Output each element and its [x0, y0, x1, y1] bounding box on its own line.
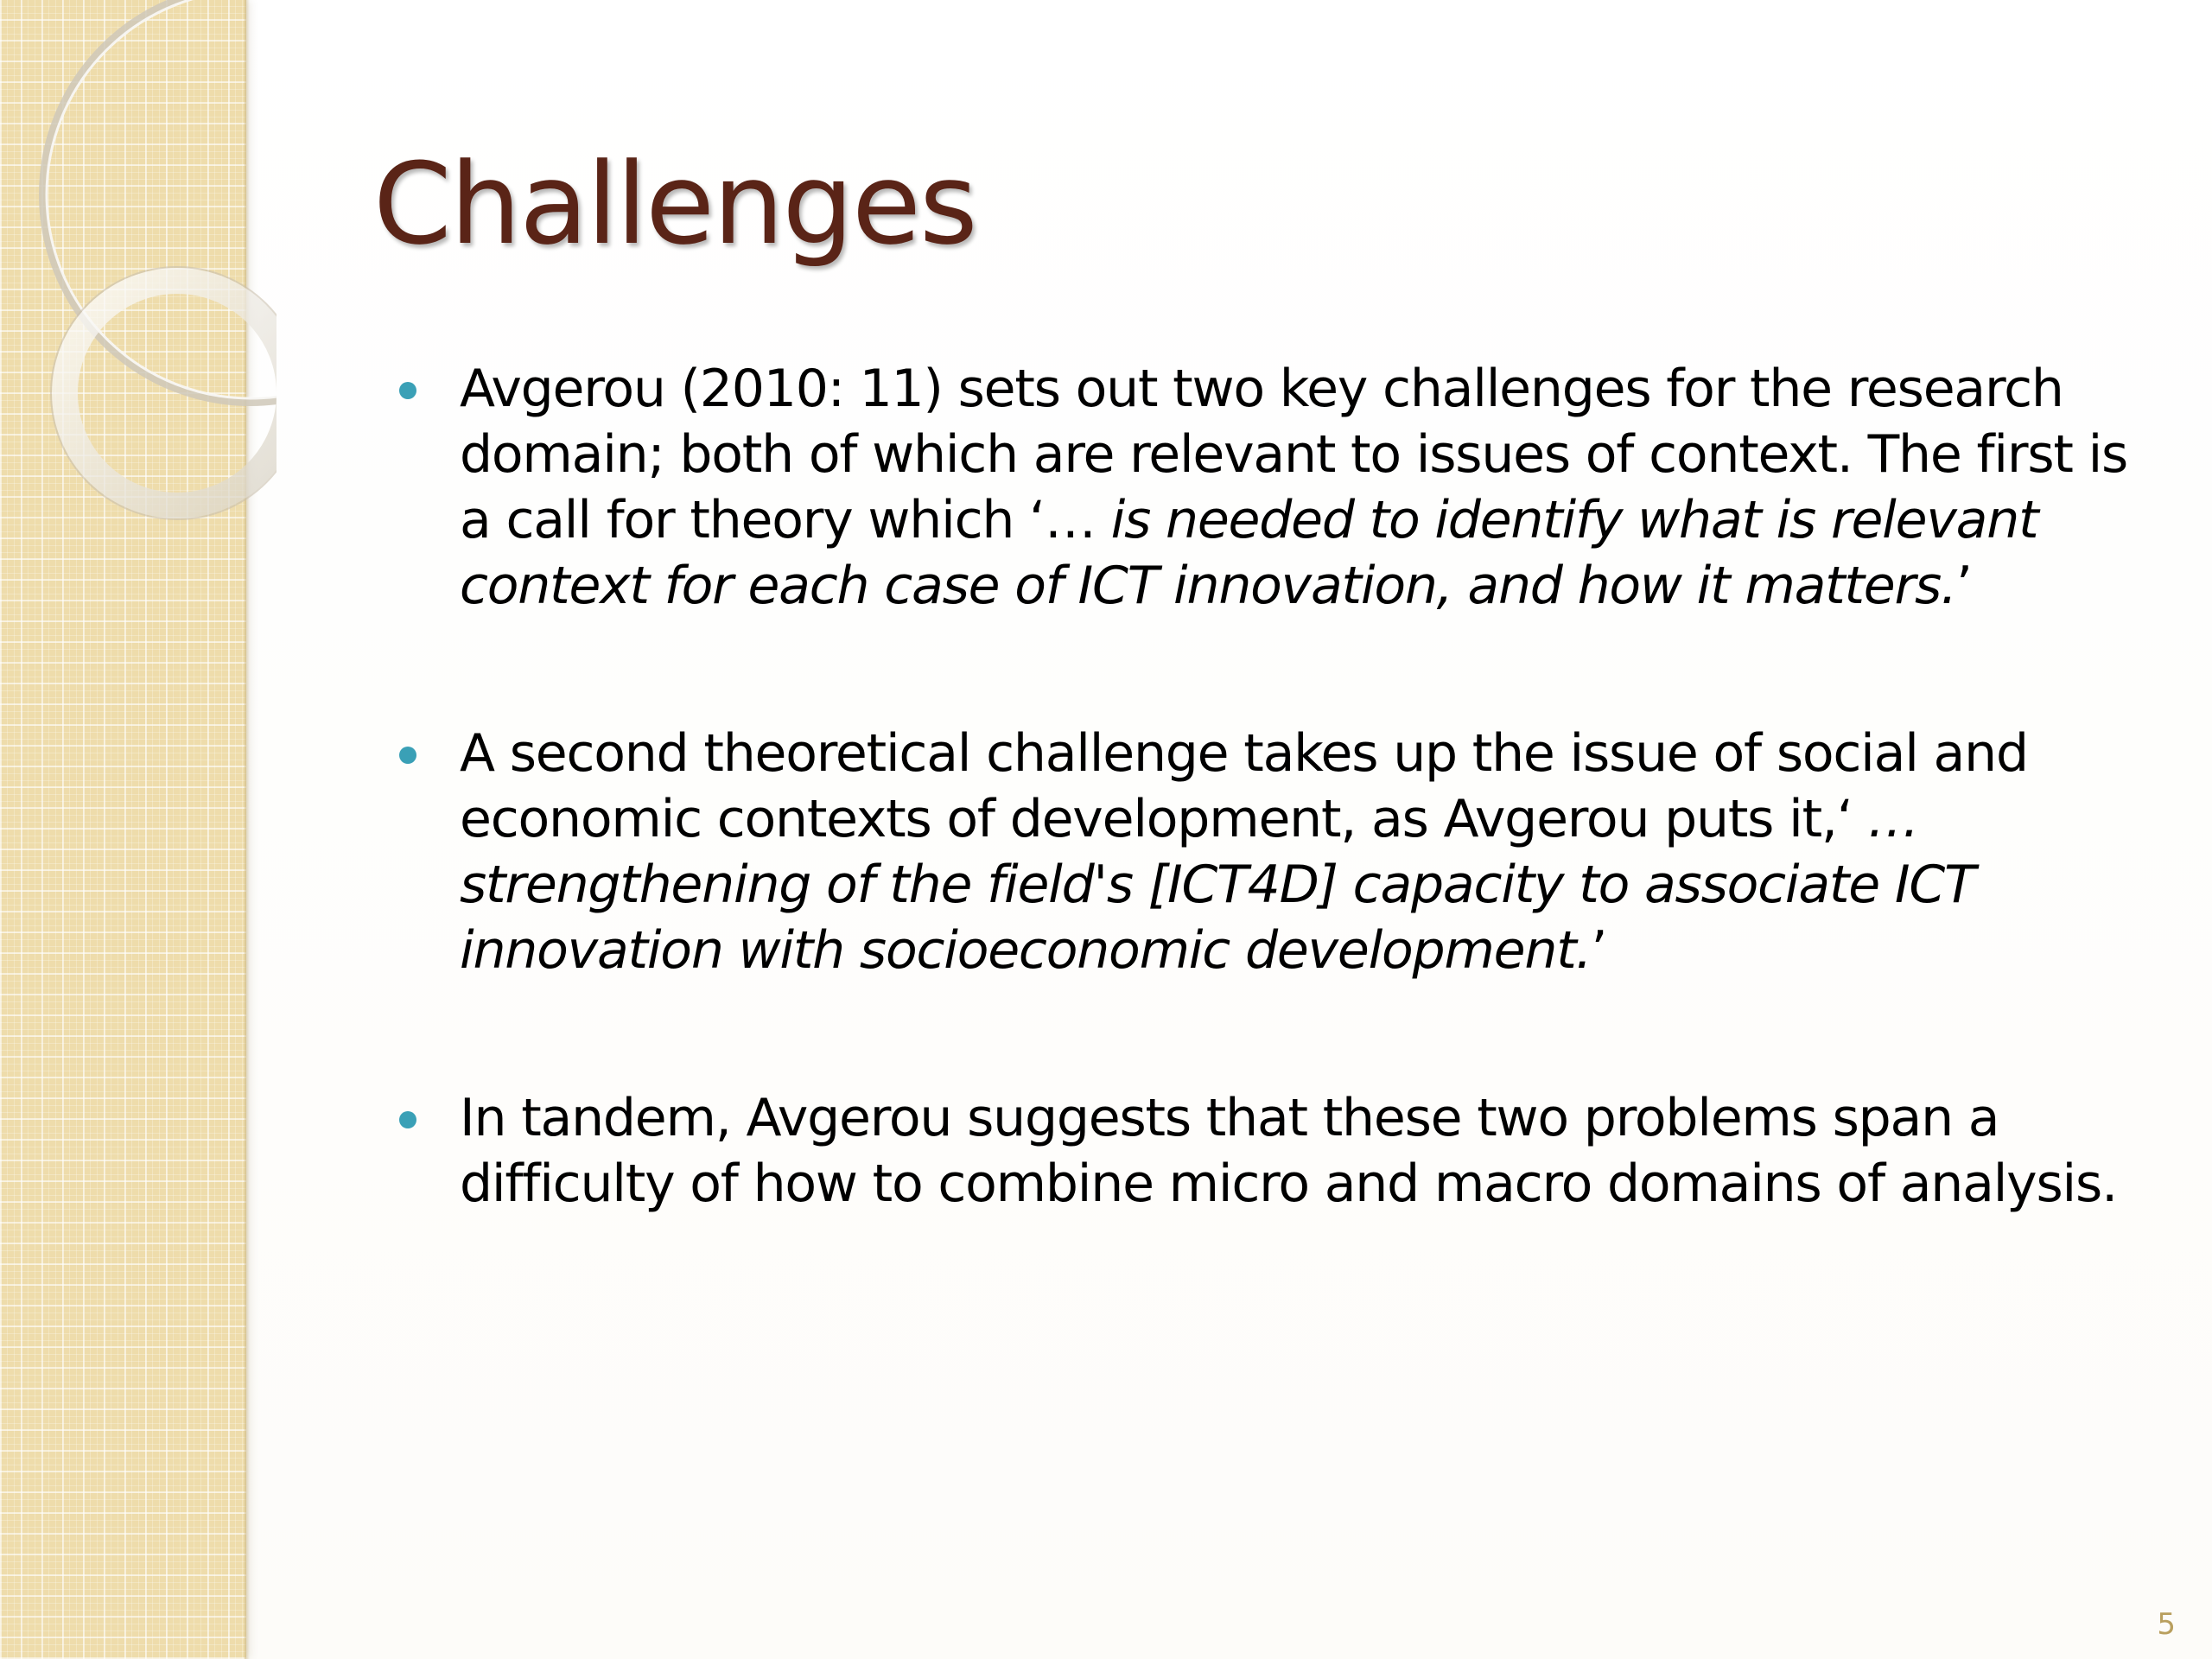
bullet-quote-close: ’ — [1591, 920, 1607, 981]
bullet-quote: is needed to identify what is relevant context for each case of ICT innovation, and how it matters. — [460, 490, 2038, 616]
bullet-quote-close: ’ — [1955, 556, 1972, 616]
bullet-text: In tandem, Avgerou suggests that these two problems span a difficulty of how to combine micro and macro domains of analysis. — [460, 1088, 2117, 1214]
bullet-quote: … strengthening of the field's [ICT4D] capacity to associate ICT innovation with socioeconomic development. — [460, 789, 1975, 981]
bullet-dot-icon — [399, 1111, 416, 1128]
bullet-text: Avgerou (2010: 11) sets out two key challenges for the research domain; both of which are relevant to issues of context. The first is a call for theory which ‘… — [460, 359, 2128, 550]
bullet-list — [399, 356, 2145, 1217]
slide-title: Challenges — [373, 138, 976, 270]
bullet-text: A second theoretical challenge takes up the issue of social and economic contexts of development, as Avgerou puts it,‘ — [460, 723, 2028, 849]
bullet-item-2 — [399, 721, 2145, 983]
bullet-dot-icon — [399, 747, 416, 764]
bullet-item-3 — [399, 1085, 2145, 1217]
decorative-rings-icon — [0, 0, 276, 553]
bullet-dot-icon — [399, 382, 416, 399]
page-number: 5 — [2157, 1607, 2176, 1642]
bullet-item-1 — [399, 356, 2145, 619]
